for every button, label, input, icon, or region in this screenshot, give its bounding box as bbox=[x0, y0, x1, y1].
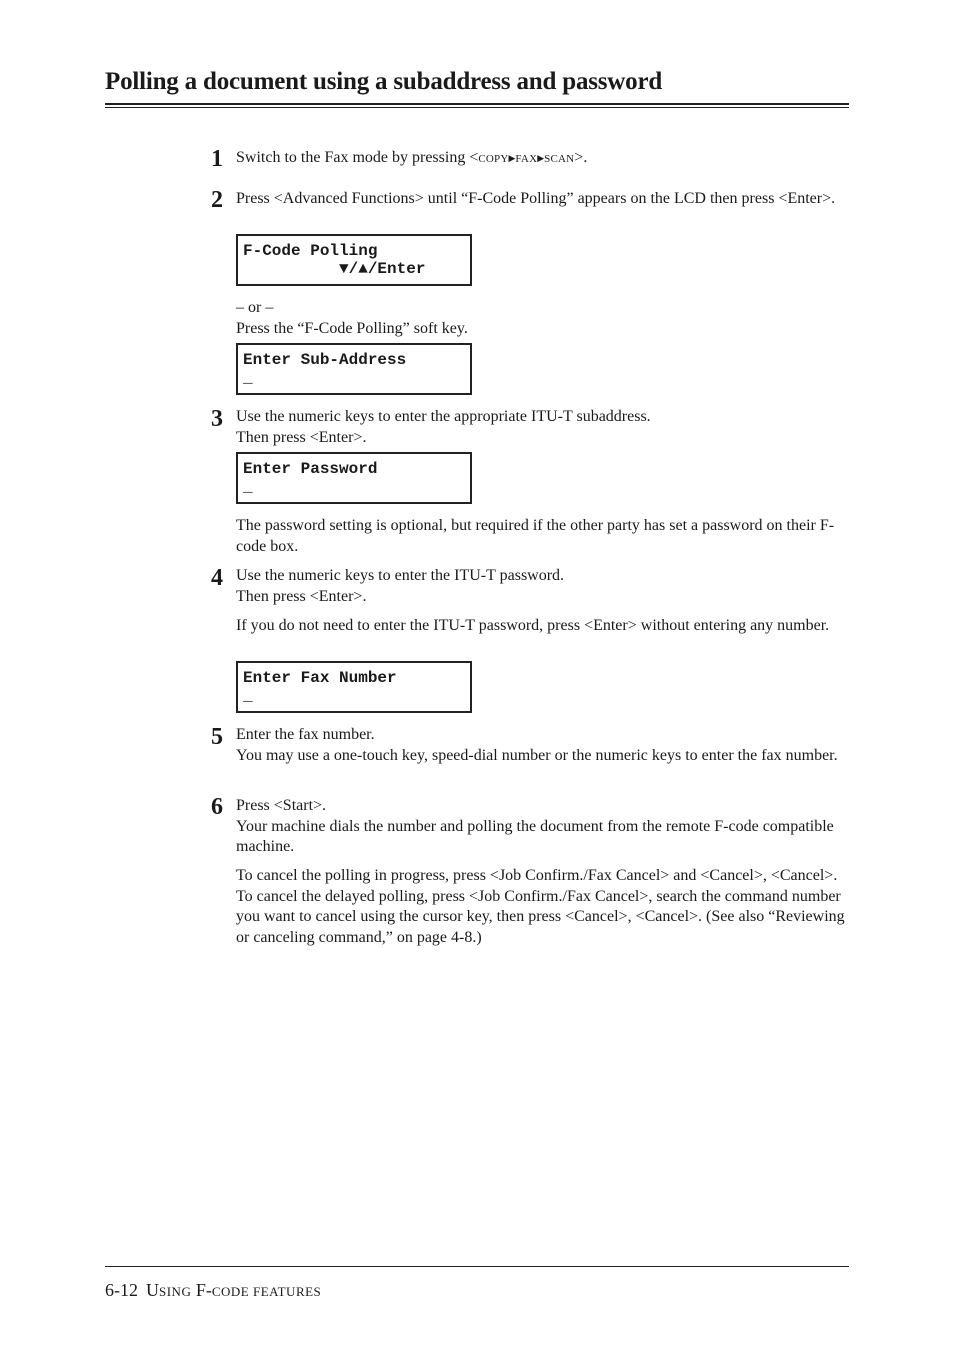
lcd-line-1: Enter Fax Number bbox=[243, 669, 397, 687]
footer-rule bbox=[105, 1266, 849, 1267]
step-5-text: Enter the fax number. You may use a one-touch key, speed-dial number or the numeric keys to enter the fax number. bbox=[236, 726, 838, 764]
section-title: USING F-CODE FEATURES bbox=[146, 1280, 322, 1300]
lcd-cursor: _ bbox=[243, 369, 253, 387]
step-6-text: Press <Start>. Your machine dials the number and polling the document from the remote F-code compatible machine. bbox=[236, 797, 834, 855]
step-4-note: If you do not need to enter the ITU-T password, press <Enter> without entering any number. bbox=[236, 617, 830, 634]
step-number-6: 6 bbox=[211, 794, 223, 820]
step-3-text: Use the numeric keys to enter the appropriate ITU-T subaddress. Then press <Enter>. bbox=[236, 408, 651, 446]
step-2-text: Press <Advanced Functions> until “F-Code Polling” appears on the LCD then press <Enter>. bbox=[236, 190, 836, 207]
page-number: 6-12 bbox=[105, 1280, 138, 1300]
step-6-notes: To cancel the polling in progress, press <Job Confirm./Fax Cancel> and <Cancel>, <Cancel>. To cancel the delayed polling, press <Job Confirm./Fax Cancel>, search the command number you want to cancel using the cursor key, then press <Cancel>, <Cancel>. (See also “Reviewing or canceling command,” on page 4-8.) bbox=[236, 867, 845, 946]
page-title: Polling a document using a subaddress and password bbox=[105, 68, 663, 95]
step-number-1: 1 bbox=[211, 146, 223, 172]
step-2-alt-text: Press the “F-Code Polling” soft key. bbox=[236, 320, 468, 337]
lcd-line-1: F-Code Polling bbox=[243, 242, 378, 260]
mode-scan-label: SCAN bbox=[544, 153, 575, 165]
lcd-line-2: ▼/▲/Enter bbox=[243, 260, 426, 278]
mode-fax-label: FAX bbox=[515, 153, 538, 165]
mode-copy-label: COPY bbox=[478, 153, 509, 165]
lcd-display-password bbox=[236, 452, 472, 504]
lcd-cursor: _ bbox=[243, 687, 253, 705]
step-1-text: Switch to the Fax mode by pressing <COPY▶FAX▶SCAN>. bbox=[236, 149, 588, 166]
title-rule bbox=[105, 103, 849, 105]
lcd-display-sub-address bbox=[236, 343, 472, 395]
step-number-3: 3 bbox=[211, 406, 223, 432]
lcd-line-1: Enter Password bbox=[243, 460, 378, 478]
lcd-cursor: _ bbox=[243, 478, 253, 496]
step-number-2: 2 bbox=[211, 187, 223, 213]
lcd-line-1: Enter Sub-Address bbox=[243, 351, 407, 369]
triangle-right-icon: ▶ bbox=[508, 153, 516, 163]
step-number-5: 5 bbox=[211, 724, 223, 750]
step-4-text: Use the numeric keys to enter the ITU-T password. Then press <Enter>. bbox=[236, 567, 565, 605]
lcd-display-fax-number bbox=[236, 661, 472, 713]
lcd-display-fcode-polling bbox=[236, 234, 472, 286]
or-separator: – or – bbox=[236, 299, 274, 316]
page-footer bbox=[105, 1279, 321, 1303]
step-3-note: The password setting is optional, but required if the other party has set a password on their F-code box. bbox=[236, 517, 835, 555]
triangle-right-icon: ▶ bbox=[537, 153, 545, 163]
title-rule-thin bbox=[105, 107, 849, 108]
step-number-4: 4 bbox=[211, 565, 223, 591]
